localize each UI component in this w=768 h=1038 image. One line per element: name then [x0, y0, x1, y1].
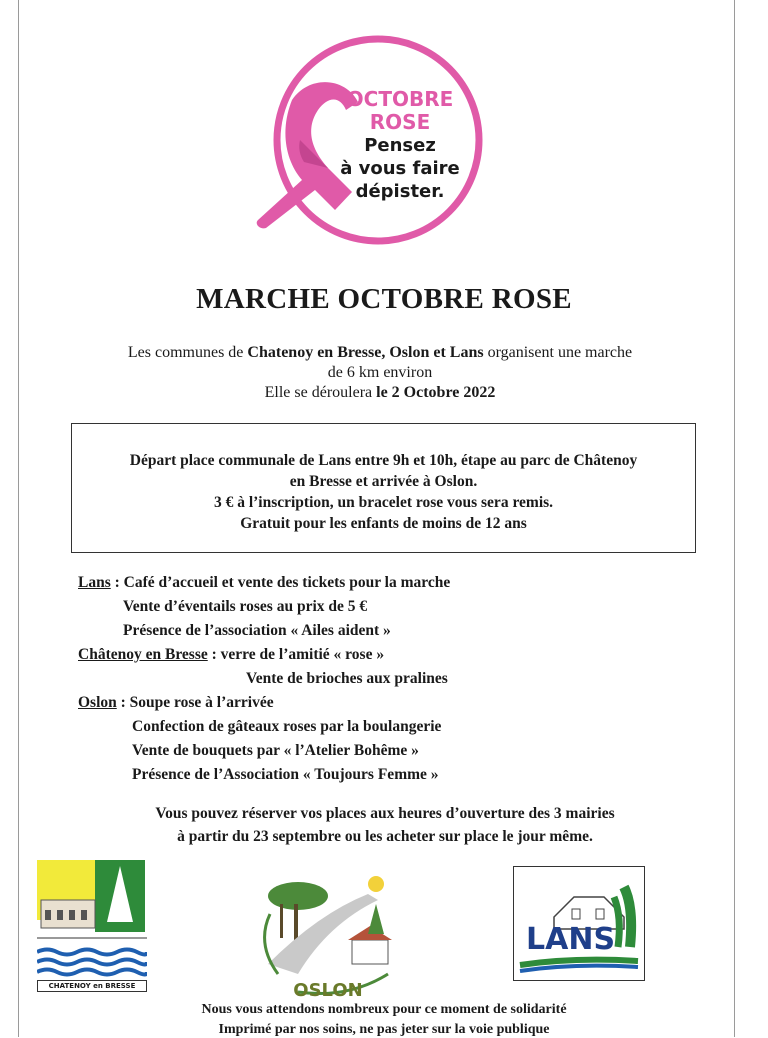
- intro-line-1: [60, 343, 700, 363]
- logo-pensez: Pensez: [364, 135, 436, 156]
- footer-line-1: Nous vous attendons nombreux pour ce moment de solidarité: [201, 1002, 567, 1017]
- intro-text-2: organisent une marche: [483, 344, 633, 361]
- intro-date: le 2 Octobre 2022: [376, 384, 496, 401]
- program-chatenoy-line-1: [78, 646, 384, 664]
- program-oslon-line-2: Confection de gâteaux roses par la boulangerie: [132, 718, 442, 735]
- program-lans-label: Lans: [78, 574, 111, 591]
- intro-line-3: [60, 383, 700, 403]
- logo-octobre: OCTOBRE: [346, 87, 454, 111]
- program-oslon-line-3: Vente de bouquets par « l’Atelier Bohême »: [132, 742, 419, 759]
- program-lans-line-1: [78, 574, 450, 592]
- page-title: MARCHE OCTOBRE ROSE: [196, 283, 572, 315]
- oslon-logo: [258, 874, 408, 1004]
- oslon-logo-text: OSLON: [293, 980, 363, 1001]
- info-box-text: [72, 450, 695, 534]
- info-line-3: 3 € à l’inscription, un bracelet rose vous sera remis.: [213, 494, 554, 511]
- logo-text: [325, 88, 475, 203]
- program-oslon-label: Oslon: [78, 694, 117, 711]
- reservation-line-2: à partir du 23 septembre ou les acheter sur place le jour même.: [177, 828, 593, 845]
- info-line-1: Départ place communale de Lans entre 9h et 10h, étape au parc de Châtenoy: [129, 452, 638, 469]
- chatenoy-logo: [37, 852, 147, 992]
- page-edge-left: [18, 0, 19, 1037]
- intro-text-1: Les communes de: [127, 344, 248, 361]
- logo-depister: dépister.: [355, 181, 445, 202]
- program-oslon-line-4: Présence de l’Association « Toujours Femme »: [132, 766, 439, 783]
- intro-communes: Chatenoy en Bresse, Oslon et Lans: [247, 344, 484, 361]
- program-chatenoy-text-1: : verre de l’amitié « rose »: [207, 646, 385, 663]
- info-line-4: Gratuit pour les enfants de moins de 12 ans: [240, 515, 527, 532]
- info-line-2: en Bresse et arrivée à Oslon.: [289, 473, 478, 490]
- reservation-line-1: Vous pouvez réserver vos places aux heures d’ouverture des 3 mairies: [155, 805, 615, 822]
- program-lans-line-3: Présence de l’association « Ailes aident »: [123, 622, 391, 639]
- intro-text-3: Elle se déroulera: [264, 384, 377, 401]
- lans-logo-text: LANS: [526, 922, 616, 957]
- program-oslon-text-1: : Soupe rose à l’arrivée: [116, 694, 274, 711]
- intro-paragraph: [60, 343, 700, 403]
- program-lans-text-1: : Café d’accueil et vente des tickets pour la marche: [110, 574, 451, 591]
- reservation-notice: [40, 802, 730, 848]
- program-chatenoy-label: Châtenoy en Bresse: [78, 646, 208, 663]
- program-lans-line-2: Vente d’éventails roses au prix de 5 €: [123, 598, 368, 615]
- lans-logo: [514, 867, 644, 980]
- program-oslon-line-1: [78, 694, 274, 712]
- intro-line-2: de 6 km environ: [327, 364, 433, 381]
- info-box: [71, 423, 696, 553]
- logo-a-vous-faire: à vous faire: [340, 158, 460, 179]
- page-edge-right: [734, 0, 735, 1037]
- lans-logo-frame: [513, 866, 645, 981]
- chatenoy-caption: CHATENOY en BRESSE: [37, 980, 147, 992]
- program-chatenoy-line-2: Vente de brioches aux pralines: [246, 670, 448, 687]
- logo-rose: ROSE: [369, 110, 431, 134]
- footer-line-2: Imprimé par nos soins, ne pas jeter sur la voie publique: [218, 1022, 550, 1037]
